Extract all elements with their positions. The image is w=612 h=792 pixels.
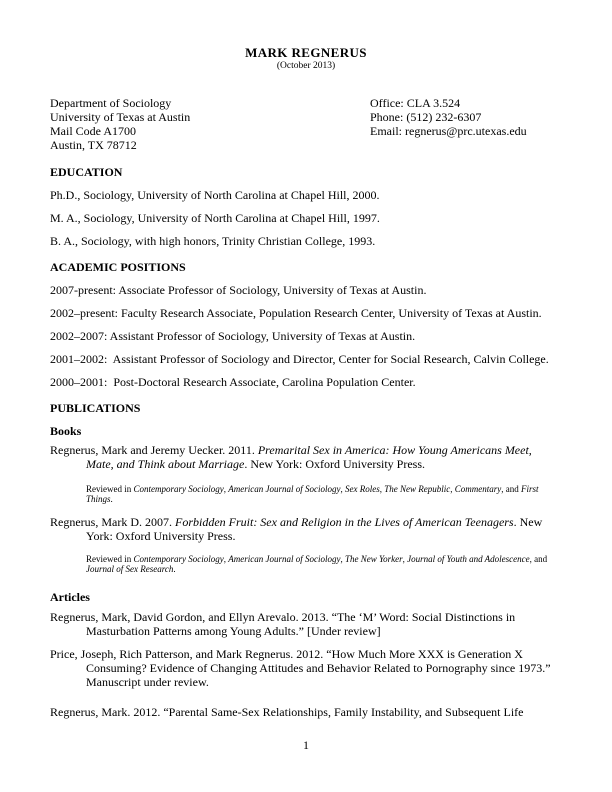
- position-item: 2000–2001: Post-Doctoral Research Associate, Carolina Population Center.: [50, 375, 416, 389]
- article-citation: Regnerus, Mark, David Gordon, and Ellyn Arevalo. 2013. “The ‘M’ Word: Social Distinctions in Masturbation Patterns among Young Adults.” [Under review]: [50, 610, 516, 638]
- contact-block: [50, 96, 562, 152]
- position-item: 2002–present: Faculty Research Associate, Population Research Center, University of Texas at Austin.: [50, 306, 542, 320]
- phone-line: Phone: (512) 232-6307: [370, 110, 482, 124]
- education-item: Ph.D., Sociology, University of North Carolina at Chapel Hill, 2000.: [50, 188, 380, 202]
- address-line: Austin, TX 78712: [50, 138, 137, 152]
- contact-address: [50, 96, 370, 152]
- page-title: MARK REGNERUS: [245, 45, 367, 60]
- article-citation: Price, Joseph, Rich Patterson, and Mark Regnerus. 2012. “How Much More XXX is Generation X Consuming? Evidence of Changing Attitudes and Behavior Related to Pornography since 1973.” Manuscript under review.: [50, 647, 551, 689]
- address-line: Mail Code A1700: [50, 124, 136, 138]
- education-item: B. A., Sociology, with high honors, Trinity Christian College, 1993.: [50, 234, 376, 248]
- section-heading-education: EDUCATION: [50, 165, 123, 179]
- address-line: Department of Sociology: [50, 96, 172, 110]
- office-line: Office: CLA 3.524: [370, 96, 461, 110]
- book-review-note: Reviewed in Contemporary Sociology, American Journal of Sociology, The New Yorker, Journal of Youth and Adolescence, and Journal of Sex Research.: [86, 554, 548, 574]
- book-citation: Regnerus, Mark D. 2007. Forbidden Fruit: Sex and Religion in the Lives of American Teenagers. New York: Oxford University Press.: [50, 515, 543, 543]
- position-item: 2007-present: Associate Professor of Sociology, University of Texas at Austin.: [50, 283, 427, 297]
- article-citation: Regnerus, Mark. 2012. “Parental Same-Sex Relationships, Family Instability, and Subsequent Life: [50, 705, 524, 719]
- email-line: Email: regnerus@prc.utexas.edu: [370, 124, 527, 138]
- address-line: University of Texas at Austin: [50, 110, 191, 124]
- contact-details: [370, 96, 527, 152]
- book-citation: Regnerus, Mark and Jeremy Uecker. 2011. Premarital Sex in America: How Young Americans Meet, Mate, and Think about Marriage. New York: Oxford University Press.: [50, 443, 532, 471]
- position-item: 2002–2007: Assistant Professor of Sociology, University of Texas at Austin.: [50, 329, 416, 343]
- page-number: 1: [303, 738, 309, 752]
- education-item: M. A., Sociology, University of North Carolina at Chapel Hill, 1997.: [50, 211, 380, 225]
- book-review-note: Reviewed in Contemporary Sociology, American Journal of Sociology, Sex Roles, The New Republic, Commentary, and First Things.: [86, 484, 539, 504]
- position-item: 2001–2002: Assistant Professor of Sociology and Director, Center for Social Research, Calvin College.: [50, 352, 549, 366]
- subsection-heading-books: Books: [50, 424, 82, 438]
- page-subtitle-date: (October 2013): [276, 61, 336, 71]
- subsection-heading-articles: Articles: [50, 590, 90, 604]
- section-heading-publications: PUBLICATIONS: [50, 401, 141, 415]
- section-heading-academic-positions: ACADEMIC POSITIONS: [50, 260, 186, 274]
